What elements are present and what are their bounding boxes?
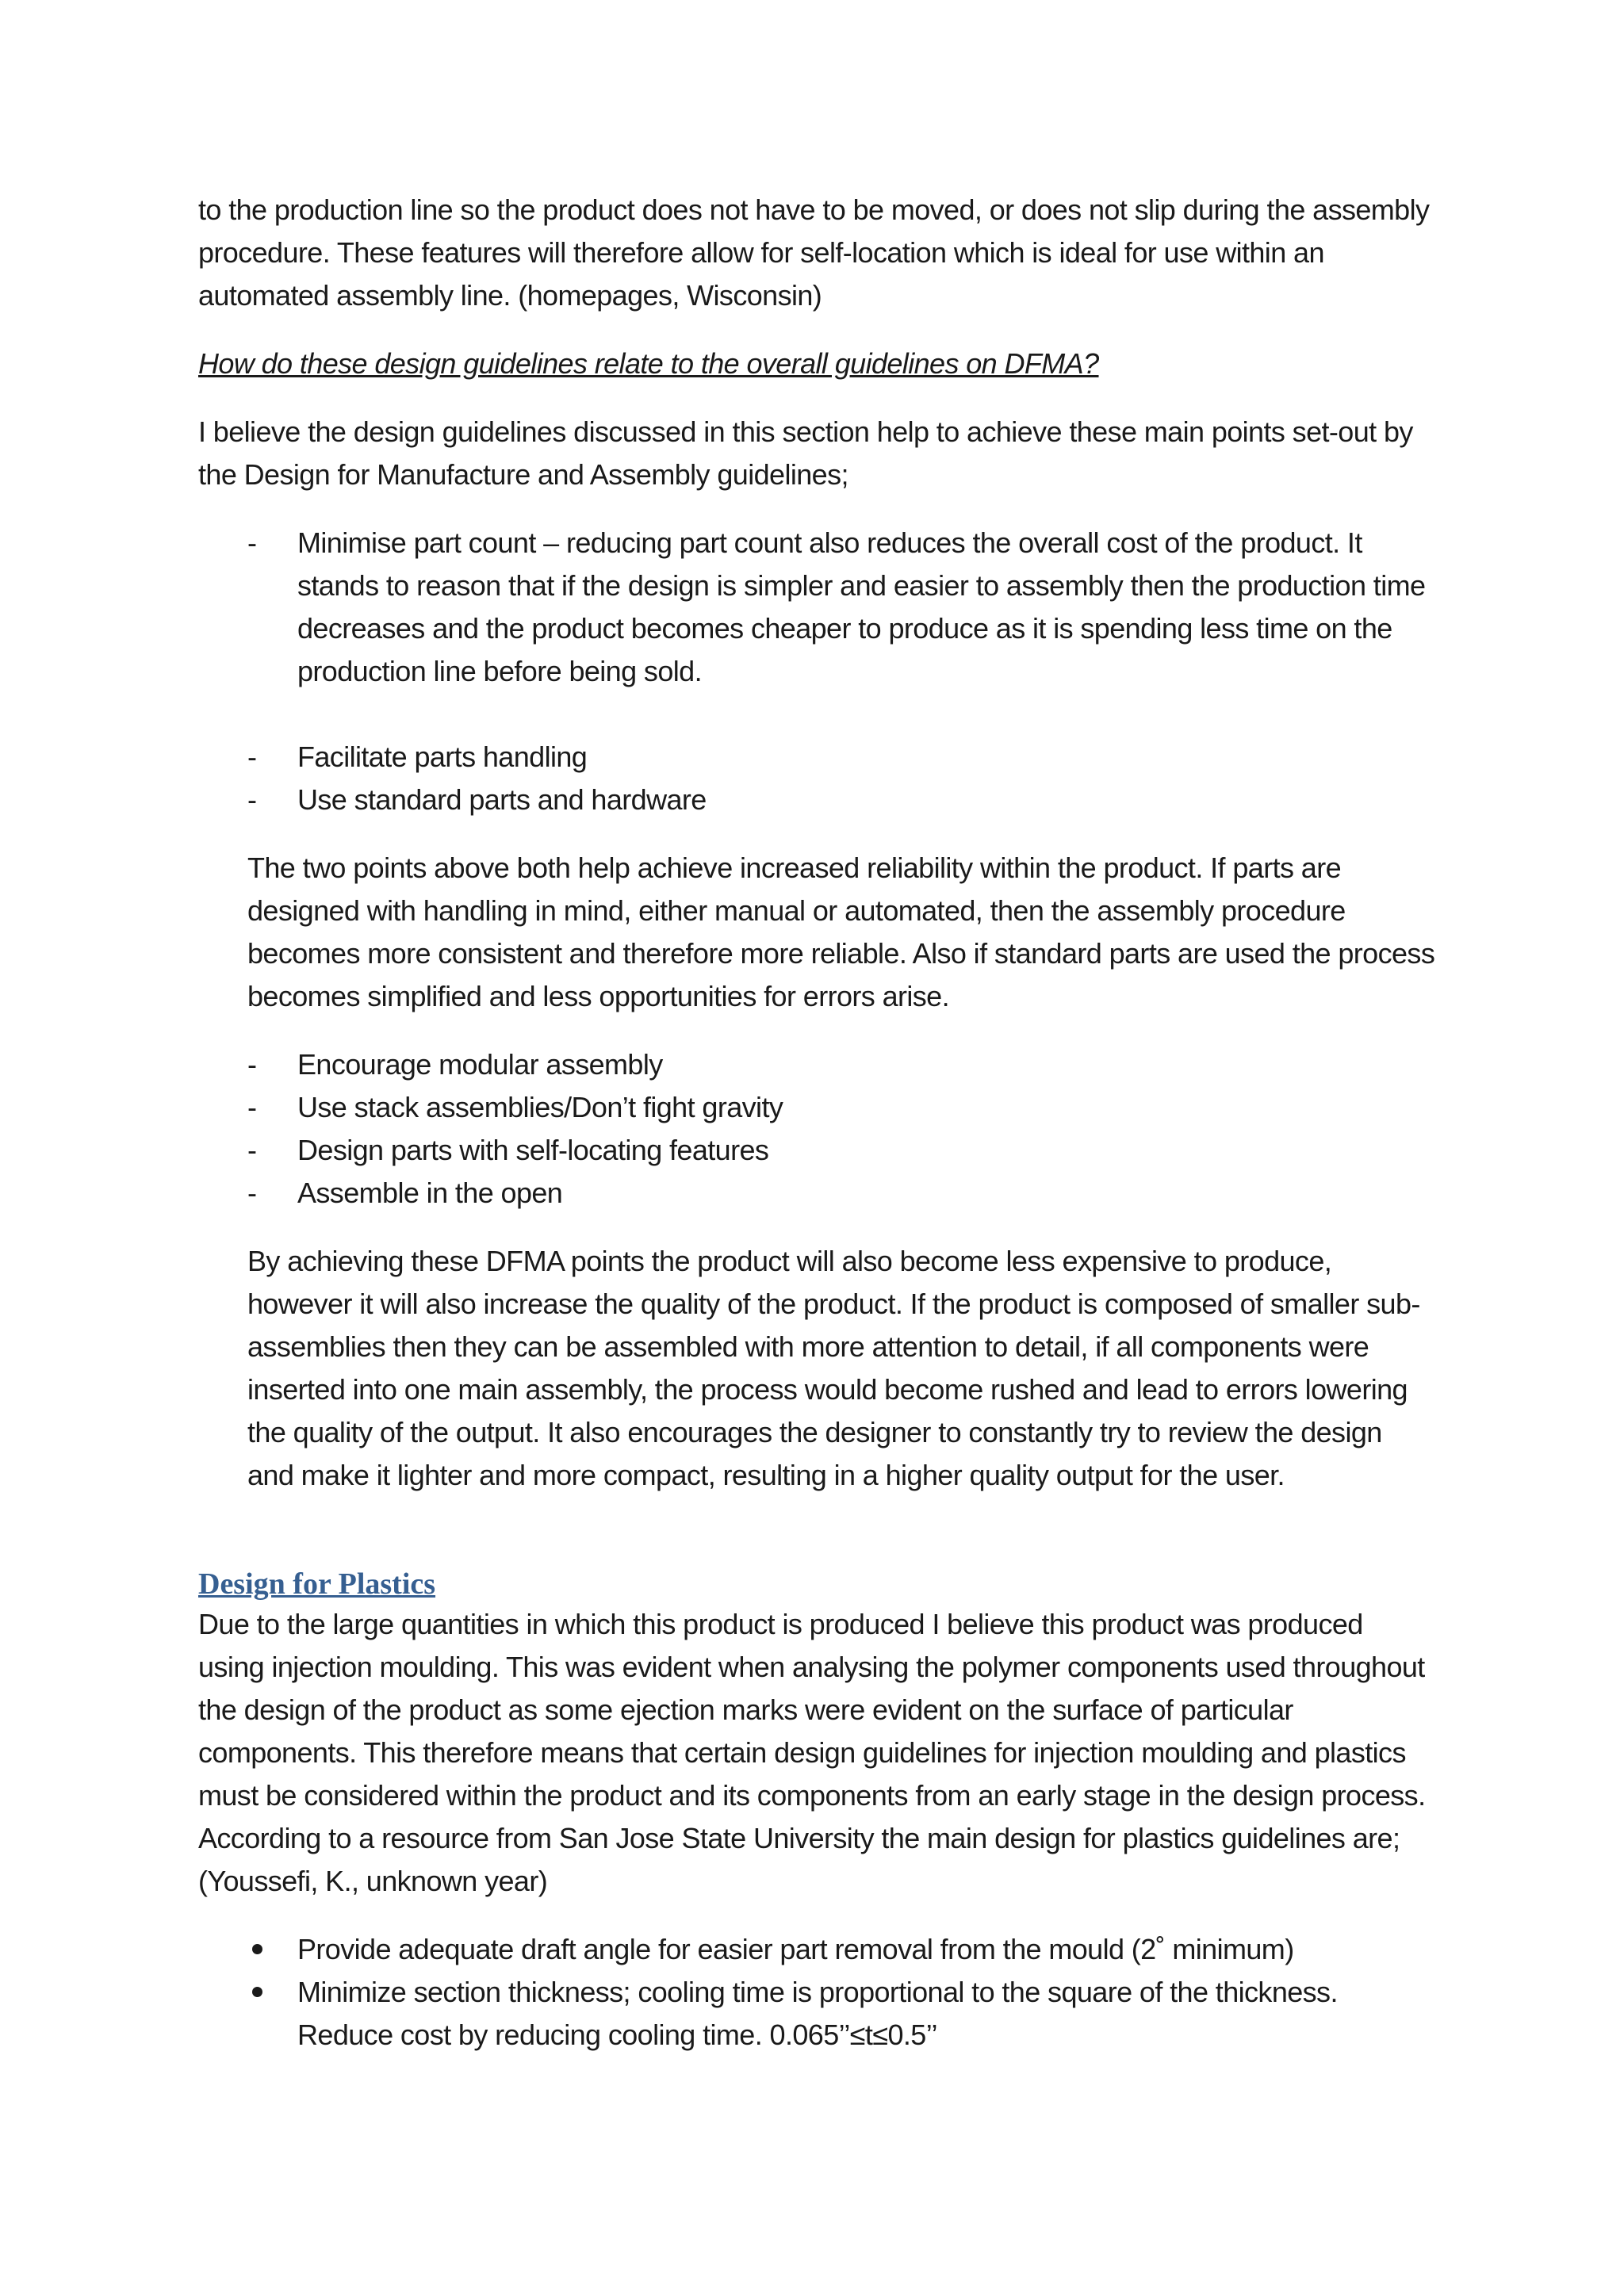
spacer: [198, 821, 1435, 847]
list-item: - Encourage modular assembly: [198, 1043, 1435, 1086]
list-item: Minimize section thickness; cooling time is proportional to the square of the thickness. Reduce cost by reducing cooling time. 0.065’’≤t≤0.5’’: [198, 1971, 1435, 2057]
dfma-list-1: [198, 522, 1435, 693]
list-item: - Assemble in the open: [198, 1172, 1435, 1215]
plastics-paragraph: Due to the large quantities in which this product is produced I believe this product was produced using injection moulding. This was evident when analysing the polymer components used throughout the design of the product as some ejection marks were evident on the surface of particular components. This therefore means that certain design guidelines for injection moulding and plastics must be considered within the product and its components from an early stage in the design process. According to a resource from San Jose State University the main design for plastics guidelines are; (Youssefi, K., unknown year): [198, 1608, 1426, 1897]
intro-paragraph: to the production line so the product does not have to be moved, or does not slip during the assembly procedure. These features will therefore allow for self-location which is ideal for use within an automated assembly line. (homepages, Wisconsin): [198, 193, 1430, 312]
spacer: [198, 1522, 1435, 1565]
list-item: Provide adequate draft angle for easier part removal from the mould (2˚ minimum): [198, 1928, 1435, 1971]
list-item: - Use standard parts and hardware: [198, 779, 1435, 821]
spacer: [198, 1215, 1435, 1240]
section-question: How do these design guidelines relate to the overall guidelines on DFMA?: [198, 347, 1099, 380]
document-page: [198, 189, 1435, 2057]
section-heading: Design for Plastics: [198, 1567, 436, 1601]
spacer: [198, 693, 1435, 736]
plastics-guidelines-list: [198, 1928, 1435, 2057]
belief-paragraph: I believe the design guidelines discussed in this section help to achieve these main points set-out by the Design for Manufacture and Assembly guidelines;: [198, 415, 1413, 491]
list-item: - Design parts with self-locating features: [198, 1129, 1435, 1172]
reliability-paragraph: The two points above both help achieve increased reliability within the product. If parts are designed with handling in mind, either manual or automated, then the assembly procedure becomes more consistent and therefore more reliable. Also if standard parts are used the process becomes simplified and less opportunities for errors arise.: [247, 851, 1435, 1012]
list-item: - Use stack assemblies/Don’t fight gravity: [198, 1086, 1435, 1129]
list-item: - Facilitate parts handling: [198, 736, 1435, 779]
quality-paragraph: By achieving these DFMA points the product will also become less expensive to produce, however it will also increase the quality of the product. If the product is composed of smaller sub-assemblies then they can be assembled with more attention to detail, if all components were inserted into one main assembly, the process would become rushed and lead to errors lowering the quality of the output. It also encourages the designer to constantly try to review the design and make it lighter and more compact, resulting in a higher quality output for the user.: [247, 1245, 1420, 1491]
dfma-list-3: [198, 1043, 1435, 1215]
list-item: - Minimise part count – reducing part count also reduces the overall cost of the product. It stands to reason that if the design is simpler and easier to assembly then the production time decreases and the product becomes cheaper to produce as it is spending less time on the production line before being sold.: [198, 522, 1435, 693]
dfma-list-2: [198, 736, 1435, 821]
